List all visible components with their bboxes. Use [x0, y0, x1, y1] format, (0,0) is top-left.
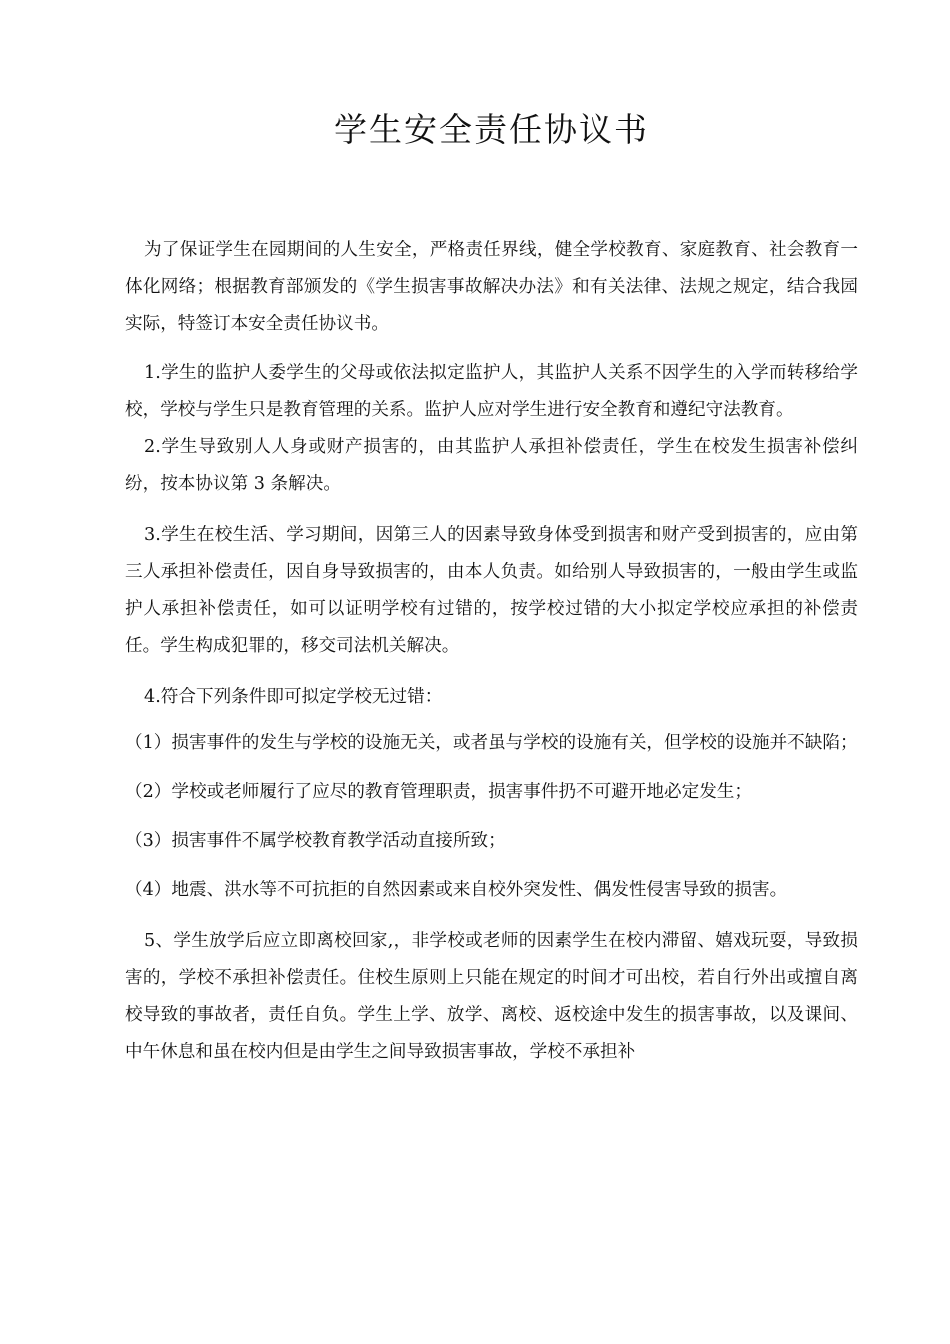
clause-4-paragraph: 4.符合下列条件即可拟定学校无过错：	[144, 687, 443, 707]
clause-1-paragraph: 1.学生的监护人委学生的父母或依法拟定监护人，其监护人关系不因学生的入学而转移给学校，学校与学生只是教育管理的关系。监护人应对学生进行安全教育和遵纪守法教育。	[125, 363, 858, 420]
condition-2-paragraph: （2）学校或老师履行了应尽的教育管理职责，损害事件扔不可避开地必定发生；	[125, 782, 752, 802]
document-body	[125, 232, 858, 1071]
clause-3-paragraph: 3.学生在校生活、学习期间，因第三人的因素导致身体受到损害和财产受到损害的，应由第三人承担补偿责任，因自身导致损害的，由本人负责。如给别人导致损害的，一般由学生或监护人承担补偿责任，如可以证明学校有过错的，按学校过错的大小拟定学校应承担的补偿责任。学生构成犯罪的，移交司法机关解决。	[125, 525, 858, 656]
clause-5-paragraph: 5、学生放学后应立即离校回家,，非学校或老师的因素学生在校内滞留、嬉戏玩耍，导致损害的，学校不承担补偿责任。住校生原则上只能在规定的时间才可出校，若自行外出或擅自离校导致的事故者，责任自负。学生上学、放学、离校、返校途中发生的损害事故，以及课间、中午休息和虽在校内但是由学生之间导致损害事故，学校不承担补	[125, 931, 858, 1062]
clause-2-paragraph: 2.学生导致别人人身或财产损害的，由其监护人承担补偿责任，学生在校发生损害补偿纠纷，按本协议第 3 条解决。	[125, 437, 858, 494]
document-title: 学生安全责任协议书	[334, 110, 649, 149]
condition-4-paragraph: （4）地震、洪水等不可抗拒的自然因素或来自校外突发性、偶发性侵害导致的损害。	[125, 880, 788, 900]
condition-1-paragraph: （1）损害事件的发生与学校的设施无关，或者虽与学校的设施有关，但学校的设施并不缺陷；	[125, 733, 858, 753]
condition-3-paragraph: （3）损害事件不属学校教育教学活动直接所致；	[125, 831, 506, 851]
intro-paragraph: 为了保证学生在园期间的人生安全，严格责任界线，健全学校教育、家庭教育、社会教育一体化网络；根据教育部颁发的《学生损害事故解决办法》和有关法律、法规之规定，结合我园实际，特签订本安全责任协议书。	[125, 240, 858, 334]
